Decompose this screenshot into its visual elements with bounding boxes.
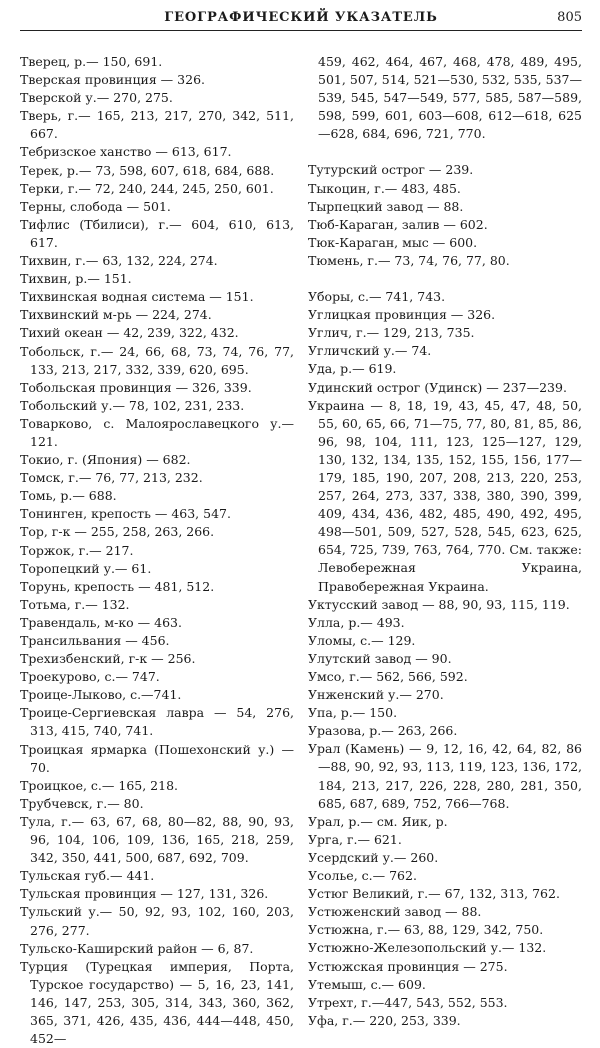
index-entry: Троекурово, с.— 747.	[20, 669, 160, 685]
index-entry: Тульская губ.— 441.	[20, 868, 155, 884]
index-entry: Тифлис (Тбилиси), г.— 604, 610, 613, 617.	[20, 216, 294, 250]
right-column	[308, 53, 582, 1030]
index-entry: Тюмень, г.— 73, 74, 76, 77, 80.	[308, 252, 510, 268]
index-entry: Тюк-Караган, мыс — 600.	[308, 234, 478, 250]
index-entry: Томск, г.— 76, 77, 213, 232.	[20, 470, 203, 486]
index-entry: Устюжно-Железопольский у.— 132.	[308, 940, 547, 956]
index-entry: Устюжская провинция — 275.	[308, 958, 508, 974]
index-entry: Уда, р.— 619.	[308, 361, 397, 377]
index-entry: Усердский у.— 260.	[308, 849, 439, 865]
index-entry: Тотьма, г.— 132.	[20, 596, 130, 612]
page-number: 805	[557, 10, 582, 25]
index-entry: Троице-Сергиевская лавра — 54, 276, 313, 415, 740, 741.	[20, 705, 294, 739]
index-entry: Товарково, с. Малоярославецкого у.— 121.	[20, 415, 294, 449]
index-entry: 459, 462, 464, 467, 468, 478, 489, 495, 501, 507, 514, 521—530, 532, 535, 537—539, 545, 547—549, 577, 585, 587—589, 598, 599, 601, 603—608, 612—618, 625—628, 684, 696, 721, 770.	[318, 54, 582, 142]
index-entry: Токио, г. (Япония) — 682.	[20, 452, 191, 468]
running-header	[20, 8, 582, 31]
index-entry: Тверец, р.— 150, 691.	[20, 54, 163, 69]
index-entry: Устюг Великий, г.— 67, 132, 313, 762.	[308, 886, 560, 902]
header-title: ГЕОГРАФИЧЕСКИЙ УКАЗАТЕЛЬ	[164, 10, 438, 25]
index-entry: Тобольская провинция — 326, 339.	[20, 379, 252, 395]
index-entry: Удинский острог (Удинск) — 237—239.	[308, 379, 567, 395]
index-entry: Тутурский острог — 239.	[308, 162, 474, 178]
index-entry: Томь, р.— 688.	[20, 488, 117, 504]
index-entry: Турция (Турецкая империя, Порта, Турское государство) — 5, 16, 23, 141, 146, 147, 253, 305, 314, 343, 360, 362, 365, 371, 426, 435, 436, 444—448, 450, 452—	[20, 958, 294, 1047]
index-entry: Усолье, с.— 762.	[308, 868, 417, 884]
index-entry: Украина — 8, 18, 19, 43, 45, 47, 48, 50, 55, 60, 65, 66, 71—75, 77, 80, 81, 85, 86, 96, 98, 104, 111, 123, 125—127, 129, 130, 132, 134, 135, 152, 155, 156, 177—179, 185, 190, 207, 208, 213, 220, 253, 257, 264, 273, 337, 338, 380, 390, 399, 409, 434, 436, 482, 485, 490, 492, 495, 498—501, 509, 527, 528, 545, 623, 625, 654, 725, 739, 763, 764, 770. См. также: Левобережная Украина, Правобережная Украина.	[308, 397, 582, 594]
index-entry: Тульский у.— 50, 92, 93, 102, 160, 203, 276, 277.	[20, 904, 294, 938]
index-entry: Умсо, г.— 562, 566, 592.	[308, 669, 468, 684]
index-entry: Тобольск, г.— 24, 66, 68, 73, 74, 76, 77, 133, 213, 217, 332, 339, 620, 695.	[20, 343, 294, 377]
index-entry: Терки, г.— 72, 240, 244, 245, 250, 601.	[20, 180, 274, 196]
index-entry: Устюжна, г.— 63, 88, 129, 342, 750.	[308, 922, 544, 938]
index-entry: Тор, г-к — 255, 258, 263, 266.	[20, 524, 215, 540]
index-entry: Угличский у.— 74.	[308, 343, 432, 359]
index-entry: Терек, р.— 73, 598, 607, 618, 684, 688.	[20, 162, 275, 178]
index-entry: Тобольский у.— 78, 102, 231, 233.	[20, 397, 245, 413]
index-entry: Трехизбенский, г-к — 256.	[20, 651, 196, 667]
index-entry: Унженский у.— 270.	[308, 687, 444, 703]
index-entry: Троице-Лыково, с.—741.	[20, 687, 182, 703]
index-entry: Уборы, с.— 741, 743.	[308, 289, 446, 305]
index-page	[20, 8, 582, 1047]
index-entry: Трубчевск, г.— 80.	[20, 795, 144, 811]
index-entry: Тонинген, крепость — 463, 547.	[20, 506, 231, 522]
index-entry: Тихий океан — 42, 239, 322, 432.	[20, 325, 239, 341]
index-entry: Троицкое, с.— 165, 218.	[20, 777, 179, 793]
index-entry: Троицкая ярмарка (Пошехонский у.) — 70.	[20, 741, 294, 775]
index-entry: Урга, г.— 621.	[308, 831, 402, 847]
index-entry: Тыкоцин, г.— 483, 485.	[308, 180, 461, 196]
index-entry: Тихвин, р.— 151.	[20, 271, 132, 287]
index-entry: Трансильвания — 456.	[20, 633, 170, 648]
index-entry: Тырпецкий завод — 88.	[308, 198, 464, 214]
index-entry: Тверь, г.— 165, 213, 217, 270, 342, 511, 667.	[20, 108, 294, 142]
index-entry: Торжок, г.— 217.	[20, 542, 134, 558]
index-entry: Уктусский завод — 88, 90, 93, 115, 119.	[308, 596, 570, 612]
index-entry: Уфа, г.— 220, 253, 339.	[308, 1012, 461, 1028]
index-entry: Углицкая провинция — 326.	[308, 307, 496, 323]
index-entry: Утрехт, г.—447, 543, 552, 553.	[308, 994, 508, 1010]
index-entry: Тульская провинция — 127, 131, 326.	[20, 886, 269, 902]
index-entry: Уломы, с.— 129.	[308, 632, 416, 648]
index-entry: Тверской у.— 270, 275.	[20, 90, 173, 106]
index-entry: Тула, г.— 63, 67, 68, 80—82, 88, 90, 93, 96, 104, 106, 109, 136, 165, 218, 259, 342, 350, 441, 500, 687, 692, 709.	[20, 813, 294, 866]
index-entry: Терны, слобода — 501.	[20, 198, 171, 214]
index-entry: Урал, р.— см. Яик, р.	[308, 813, 448, 829]
index-entry: Углич, г.— 129, 213, 735.	[308, 325, 475, 341]
index-entry: Тихвин, г.— 63, 132, 224, 274.	[20, 253, 218, 269]
index-entry: Тверская провинция — 326.	[20, 72, 205, 88]
index-entry: Улутский завод — 90.	[308, 650, 452, 666]
index-entry: Урал (Камень) — 9, 12, 16, 42, 64, 82, 86—88, 90, 92, 93, 113, 119, 123, 136, 172, 184, 213, 217, 226, 228, 280, 281, 350, 685, 687, 689, 752, 766—768.	[308, 741, 582, 811]
index-entry: Тихвинская водная система — 151.	[20, 289, 254, 305]
index-entry: Устюженский завод — 88.	[308, 904, 482, 920]
index-entry: Упа, р.— 150.	[308, 705, 398, 721]
index-entry: Тюб-Караган, залив — 602.	[308, 216, 488, 232]
left-column	[20, 53, 294, 1048]
index-entry: Улла, р.— 493.	[308, 614, 405, 630]
index-entry: Тебризское ханство — 613, 617.	[20, 144, 232, 160]
index-entry: Уразова, р.— 263, 266.	[308, 723, 458, 739]
index-entry: Травендаль, м-ко — 463.	[20, 614, 182, 630]
index-entry: Торопецкий у.— 61.	[20, 560, 152, 576]
index-entry: Утемыш, с.— 609.	[308, 976, 426, 992]
index-entry: Торунь, крепость — 481, 512.	[20, 578, 215, 594]
index-entry: Тульско-Каширский район — 6, 87.	[20, 940, 254, 956]
letter-section-gap	[308, 270, 582, 288]
letter-section-gap	[308, 143, 582, 161]
index-entry: Тихвинский м-рь — 224, 274.	[20, 307, 212, 323]
